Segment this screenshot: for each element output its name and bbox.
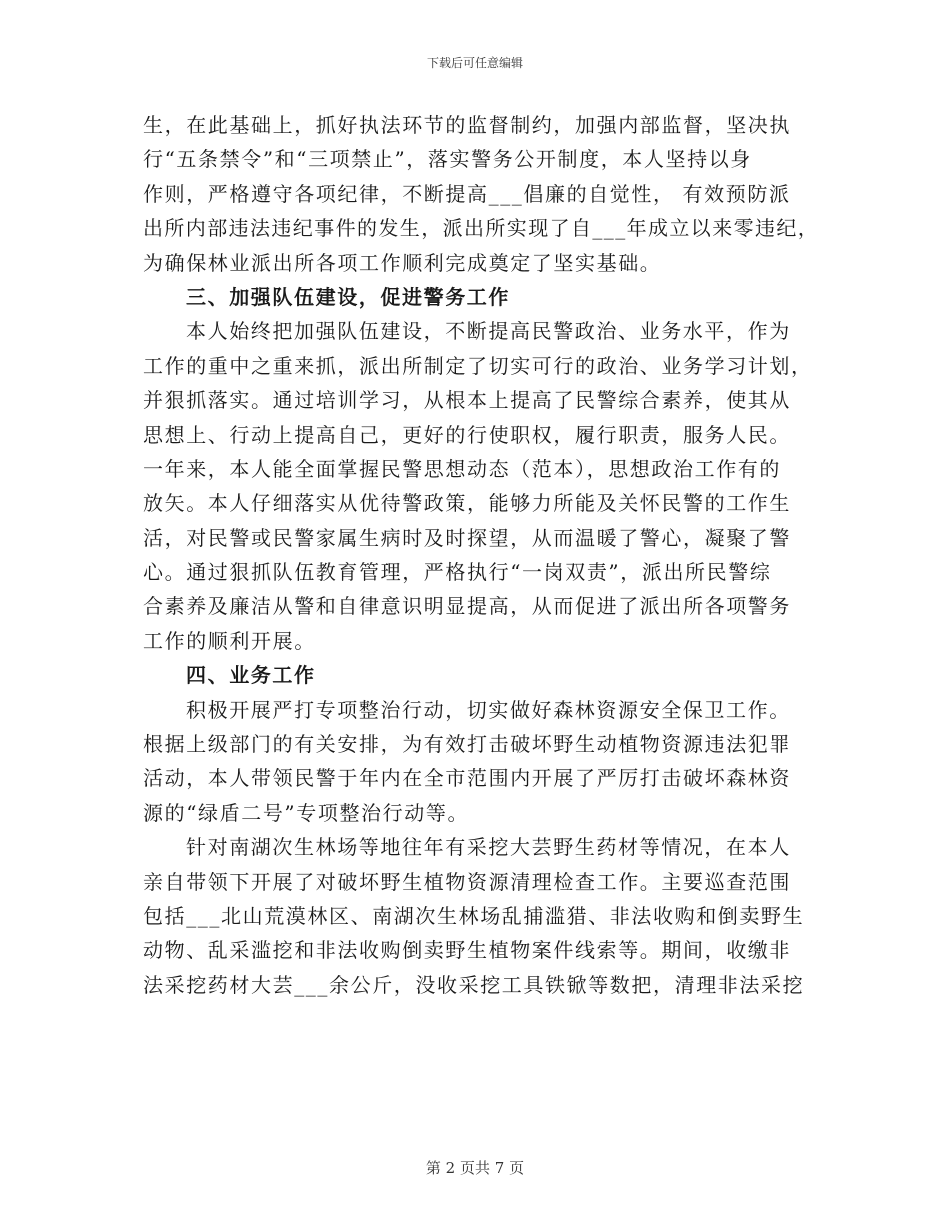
- paragraph-line: 工作的顺利开展。: [143, 628, 316, 653]
- paragraph-line: 作则，严格遵守各项纪律，不断提高___倡廉的自觉性， 有效预防派: [143, 181, 791, 206]
- paragraph-line: 根据上级部门的有关安排，为有效打击破坏野生动植物资源违法犯罪: [143, 732, 791, 757]
- paragraph-line: 为确保林业派出所各项工作顺利完成奠定了坚实基础。: [143, 250, 662, 275]
- section-heading: 三、加强队伍建设，促进警务工作: [186, 284, 510, 309]
- document-body: [143, 108, 823, 1002]
- paragraph-line: 并狠抓落实。通过培训学习，从根本上提高了民警综合素养，使其从: [143, 388, 791, 413]
- paragraph-line: 心。通过狠抓队伍教育管理，严格执行“一岗双责”，派出所民警综: [143, 560, 772, 585]
- paragraph-line: 生，在此基础上，抓好执法环节的监督制约，加强内部监督，坚决执: [143, 113, 791, 137]
- paragraph-line: 活动，本人带领民警于年内在全市范围内开展了严厉打击破坏森林资: [143, 766, 791, 791]
- paragraph-line: 法采挖药材大芸___余公斤，没收采挖工具铁锨等数把，清理非法采挖: [143, 972, 805, 997]
- paragraph-line: 工作的重中之重来抓，派出所制定了切实可行的政治、业务学习计划，: [143, 353, 813, 378]
- paragraph-line: 行“五条禁令”和“三项禁止”，落实警务公开制度，本人坚持以身: [143, 147, 752, 172]
- paragraph-line: 出所内部违法违纪事件的发生，派出所实现了自___年成立以来零违纪，: [143, 216, 820, 241]
- paragraph-line: 积极开展严打专项整治行动，切实做好森林资源安全保卫工作。: [186, 697, 791, 722]
- paragraph-line: 活，对民警或民警家属生病时及时探望，从而温暖了警心，凝聚了警: [143, 525, 791, 550]
- paragraph-line: 亲自带领下开展了对破坏野生植物资源清理检查工作。主要巡查范围: [143, 869, 791, 894]
- paragraph-line: 一年来，本人能全面掌握民警思想动态（范本），思想政治工作有的: [143, 456, 781, 481]
- paragraph-line: 源的“绿盾二号”专项整治行动等。: [143, 800, 470, 825]
- paragraph-line: 包括___北山荒漠林区、南湖次生林场乱捕滥猎、非法收购和倒卖野生: [143, 903, 805, 928]
- paragraph-line: 针对南湖次生林场等地往年有采挖大芸野生药材等情况，在本人: [186, 835, 791, 860]
- section-heading: 四、业务工作: [186, 663, 316, 688]
- paragraph-line: 放矢。本人仔细落实从优待警政策，能够力所能及关怀民警的工作生: [143, 491, 791, 516]
- page-header: 下载后可任意编辑: [426, 56, 523, 70]
- paragraph-line: 动物、乱采滥挖和非法收购倒卖野生植物案件线索等。期间，收缴非: [143, 938, 791, 963]
- paragraph-line: 本人始终把加强队伍建设，不断提高民警政治、业务水平，作为: [186, 319, 791, 344]
- paragraph-line: 思想上、行动上提高自己，更好的行使职权，履行职责，服务人民。: [143, 422, 791, 447]
- paragraph-line: 合素养及廉洁从警和自律意识明显提高，从而促进了派出所各项警务: [143, 594, 791, 619]
- page-footer: 第 2 页共 7 页: [425, 1159, 525, 1177]
